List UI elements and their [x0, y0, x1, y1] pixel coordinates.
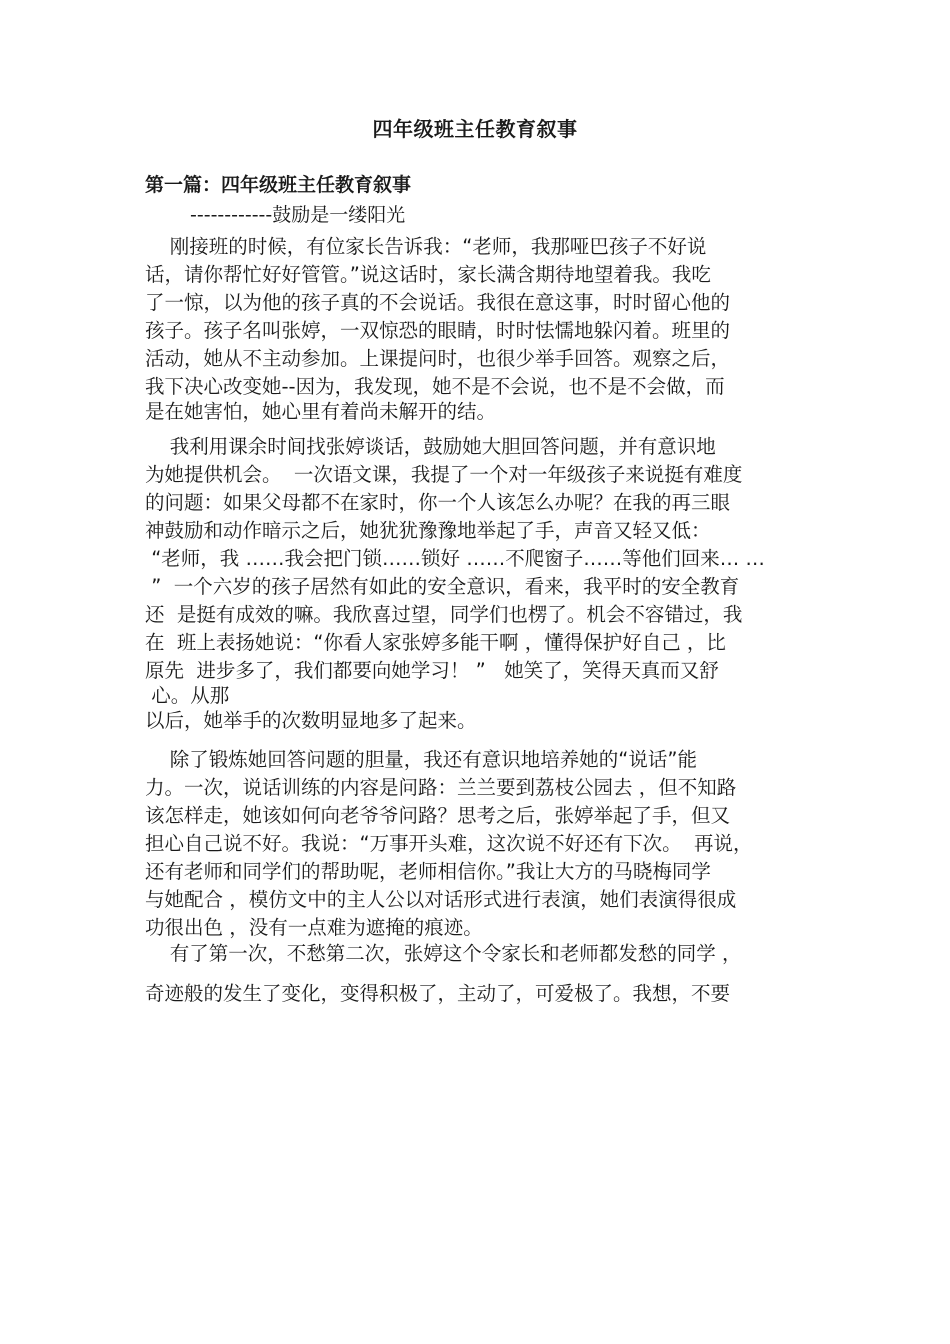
text-line: 还 是挺有成效的嘛。我欣喜过望，同学们也楞了。机会不容错过，我	[145, 603, 743, 626]
text-line: 除了锻炼她回答问题的胆量，我还有意识地培养她的“说话”能	[145, 748, 697, 771]
paragraph-4	[145, 940, 825, 1008]
text-line: 我下决心改变她--因为，我发现，她不是不会说，也不是不会做，而	[145, 375, 725, 398]
text-line: 我利用课余时间找张婷谈话，鼓励她大胆回答问题，并有意识地	[145, 435, 716, 458]
paragraph-2	[145, 433, 825, 735]
text-line: 话，请你帮忙好好管管。”说这话时，家长满含期待地望着我。我吃	[145, 263, 711, 286]
text-line: 神鼓励和动作暗示之后，她犹犹豫豫地举起了手，声音又轻又低：	[145, 519, 711, 542]
text-line: 为她提供机会。 一次语文课，我提了一个对一年级孩子来说挺有难度	[145, 463, 743, 486]
text-line: ” 一个六岁的孩子居然有如此的安全意识，看来，我平时的安全教育	[145, 575, 740, 598]
text-line: 与她配合 ，模仿文中的主人公以对话形式进行表演，她们表演得很成	[145, 888, 737, 911]
text-line: 还有老师和同学们的帮助呢，老师相信你。”我让大方的马晓梅同学	[145, 860, 711, 883]
text-line: 原先 进步多了，我们都要向她学习！ ” 她笑了，笑得天真而又舒	[145, 659, 719, 682]
text-line: 该怎样走，她该如何向老爷爷问路？思考之后，张婷举起了手，但又	[145, 804, 731, 827]
section-heading: 第一篇：四年级班主任教育叙事	[145, 174, 412, 196]
text-line: 奇迹般的发生了变化，变得积极了，主动了，可爱极了。我想，不要	[145, 982, 731, 1005]
text-line: 心。从那	[145, 684, 230, 707]
text-line: 功很出色 ，没有一点难为遮掩的痕迹。	[145, 916, 483, 939]
paragraph-1	[145, 233, 825, 423]
text-line: 担心自己说不好。我说：“万事开头难，这次说不好还有下次。 再说，	[145, 832, 753, 855]
text-line: 了一惊，以为他的孩子真的不会说话。我很在意这事，时时留心他的	[145, 291, 731, 314]
section-subtitle: ------------鼓励是一缕阳光	[190, 204, 406, 226]
document-title: 四年级班主任教育叙事	[372, 117, 578, 141]
text-line: 力。一次，说话训练的内容是问路：兰兰要到荔枝公园去 ，但不知路	[145, 776, 737, 799]
text-line: 的问题：如果父母都不在家时，你一个人该怎么办呢？在我的再三眼	[145, 491, 731, 514]
text-line: 以后，她举手的次数明显地多了起来。	[145, 709, 477, 732]
text-line: 刚接班的时候，有位家长告诉我：“老师，我那哑巴孩子不好说	[145, 235, 707, 258]
text-line: 孩子。孩子名叫张婷，一双惊恐的眼睛，时时怯懦地躲闪着。班里的	[145, 319, 731, 342]
text-line: 有了第一次，不愁第二次，张婷这个令家长和老师都发愁的同学 ，	[145, 942, 742, 965]
text-line: 活动，她从不主动参加。上课提问时，也很少举手回答。观察之后，	[145, 347, 731, 370]
text-line: 在 班上表扬她说：“你看人家张婷多能干啊 ，懂得保护好自己 ，比	[145, 631, 726, 654]
text-line: 是在她害怕，她心里有着尚未解开的结。	[145, 400, 497, 423]
paragraph-3	[145, 746, 825, 942]
text-line: “老师，我 ……我会把门锁……锁好 ……不爬窗子……等他们回来… …	[145, 547, 765, 570]
